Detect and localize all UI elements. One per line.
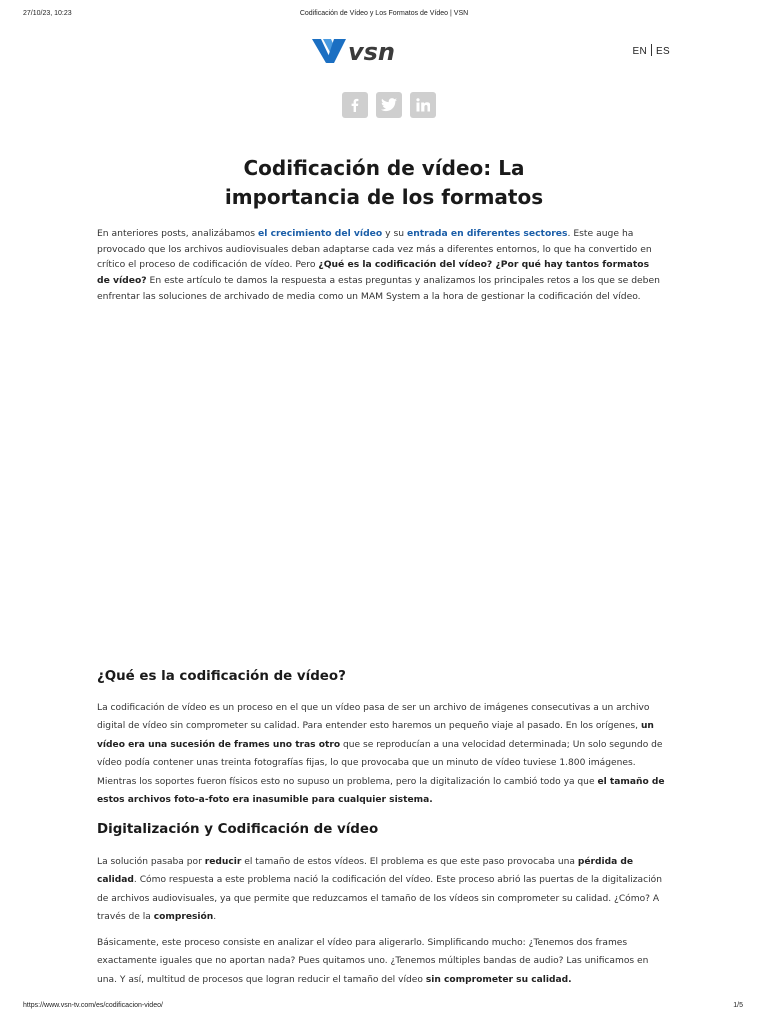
section-heading-what-is-encoding: ¿Qué es la codificación de vídeo? bbox=[97, 669, 346, 684]
bold-text: pérdida de calidad bbox=[97, 857, 634, 886]
print-url: https://www.vsn-tv.com/es/codificacion-video/ bbox=[23, 1002, 163, 1009]
lang-en-link[interactable]: EN bbox=[632, 46, 648, 57]
paragraph-text: que se reproducían a una velocidad determinada; Un solo segundo de vídeo podía contener unas treinta fotografías fijas, lo que provocaba que un minuto de vídeo tuviese 1.800 imágenes. Mientras los soportes fueron físicos esto no supuso un problema, pero la digitalización lo cambió todo ya que bbox=[97, 739, 663, 787]
growth-of-video-link[interactable]: el crecimiento del vídeo bbox=[258, 228, 383, 239]
bold-text: un vídeo era una sucesión de frames uno tras otro bbox=[97, 721, 654, 750]
paragraph-text: Básicamente, este proceso consiste en analizar el vídeo para aligerarlo. Simplificando mucho: ¿Tenemos dos frames exactamente iguales que no aportan nada? Pues quitamos uno. ¿Tenemos múltiples bandas de audio? Las unificamos en una. Y así, multitud de procesos que logran reducir el tamaño del vídeo bbox=[97, 938, 649, 985]
bold-text: reducir bbox=[204, 857, 242, 867]
twitter-icon bbox=[381, 98, 397, 112]
paragraph-text: . bbox=[213, 912, 217, 923]
linkedin-share-button[interactable] bbox=[410, 92, 436, 118]
section-heading-digitization: Digitalización y Codificación de vídeo bbox=[97, 822, 379, 837]
language-switcher bbox=[633, 44, 670, 57]
print-footer bbox=[0, 1002, 768, 1012]
lang-separator bbox=[651, 44, 652, 56]
social-share-bar bbox=[342, 92, 436, 118]
different-sectors-link[interactable]: entrada en diferentes sectores bbox=[407, 228, 568, 239]
vsn-logo-text: vsn bbox=[348, 38, 396, 66]
paragraph-text: el tamaño de estos vídeos. El problema es que este paso provocaba una bbox=[241, 857, 578, 867]
linkedin-icon bbox=[416, 98, 430, 112]
intro-text: En anteriores posts, analizábamos bbox=[97, 228, 258, 239]
print-datetime: 27/10/23, 10:23 bbox=[23, 10, 72, 17]
bold-text: compresión bbox=[153, 912, 214, 923]
vsn-logo-mark bbox=[312, 36, 416, 66]
lang-es-link[interactable]: ES bbox=[656, 46, 670, 57]
vsn-logo[interactable] bbox=[312, 36, 416, 66]
paragraph-text: La solución pasaba por bbox=[97, 857, 205, 867]
article-title bbox=[140, 154, 628, 212]
bold-text: el tamaño de estos archivos foto-a-foto era inasumible para cualquier sistema. bbox=[97, 776, 665, 806]
article-title-line2: importancia de los formatos bbox=[224, 185, 544, 209]
print-header bbox=[0, 10, 768, 22]
print-page-number: 1/5 bbox=[733, 1002, 743, 1009]
intro-text: y su bbox=[382, 228, 408, 239]
intro-text: En este artículo te damos la respuesta a estas preguntas y analizamos los principales retos a los que se deben enfrentar las soluciones de archivado de media como un MAM System a la hora de gestionar la codificación del vídeo. bbox=[97, 275, 660, 302]
article-intro bbox=[97, 226, 665, 305]
bold-text: sin comprometer su calidad. bbox=[425, 974, 572, 985]
site-header bbox=[0, 36, 768, 70]
section2-paragraph-2 bbox=[97, 934, 665, 989]
facebook-share-button[interactable] bbox=[342, 92, 368, 118]
print-page-title: Codificación de Vídeo y Los Formatos de Vídeo | VSN bbox=[299, 10, 469, 17]
article-title-line1: Codificación de vídeo: La bbox=[243, 156, 525, 180]
intro-text: . Este auge ha provocado que los archivos audiovisuales deban adaptarse cada vez más a diferentes entornos, lo que ha convertido en crítico el proceso de codificación de vídeo. Pero bbox=[97, 228, 652, 271]
paragraph-text: . Cómo respuesta a este problema nació la codificación del vídeo. Este proceso abrió las puertas de la digitalización de archivos audiovisuales, ya que permite que reduzcamos el tamaño de los vídeos sin comprometer su calidad. ¿Cómo? A través de la bbox=[97, 875, 662, 923]
facebook-icon bbox=[348, 98, 362, 112]
section2-paragraph-1 bbox=[97, 853, 665, 927]
section1-paragraph bbox=[97, 699, 665, 809]
intro-bold-question: ¿Qué es la codificación del vídeo? ¿Por qué hay tantos formatos de vídeo? bbox=[97, 259, 650, 287]
twitter-share-button[interactable] bbox=[376, 92, 402, 118]
paragraph-text: La codificación de vídeo es un proceso en el que un vídeo pasa de ser un archivo de imágenes consecutivas a un archivo digital de vídeo sin comprometer su calidad. Para entender esto haremos un pequeño viaje al pasado. En los orígenes, bbox=[97, 703, 650, 732]
